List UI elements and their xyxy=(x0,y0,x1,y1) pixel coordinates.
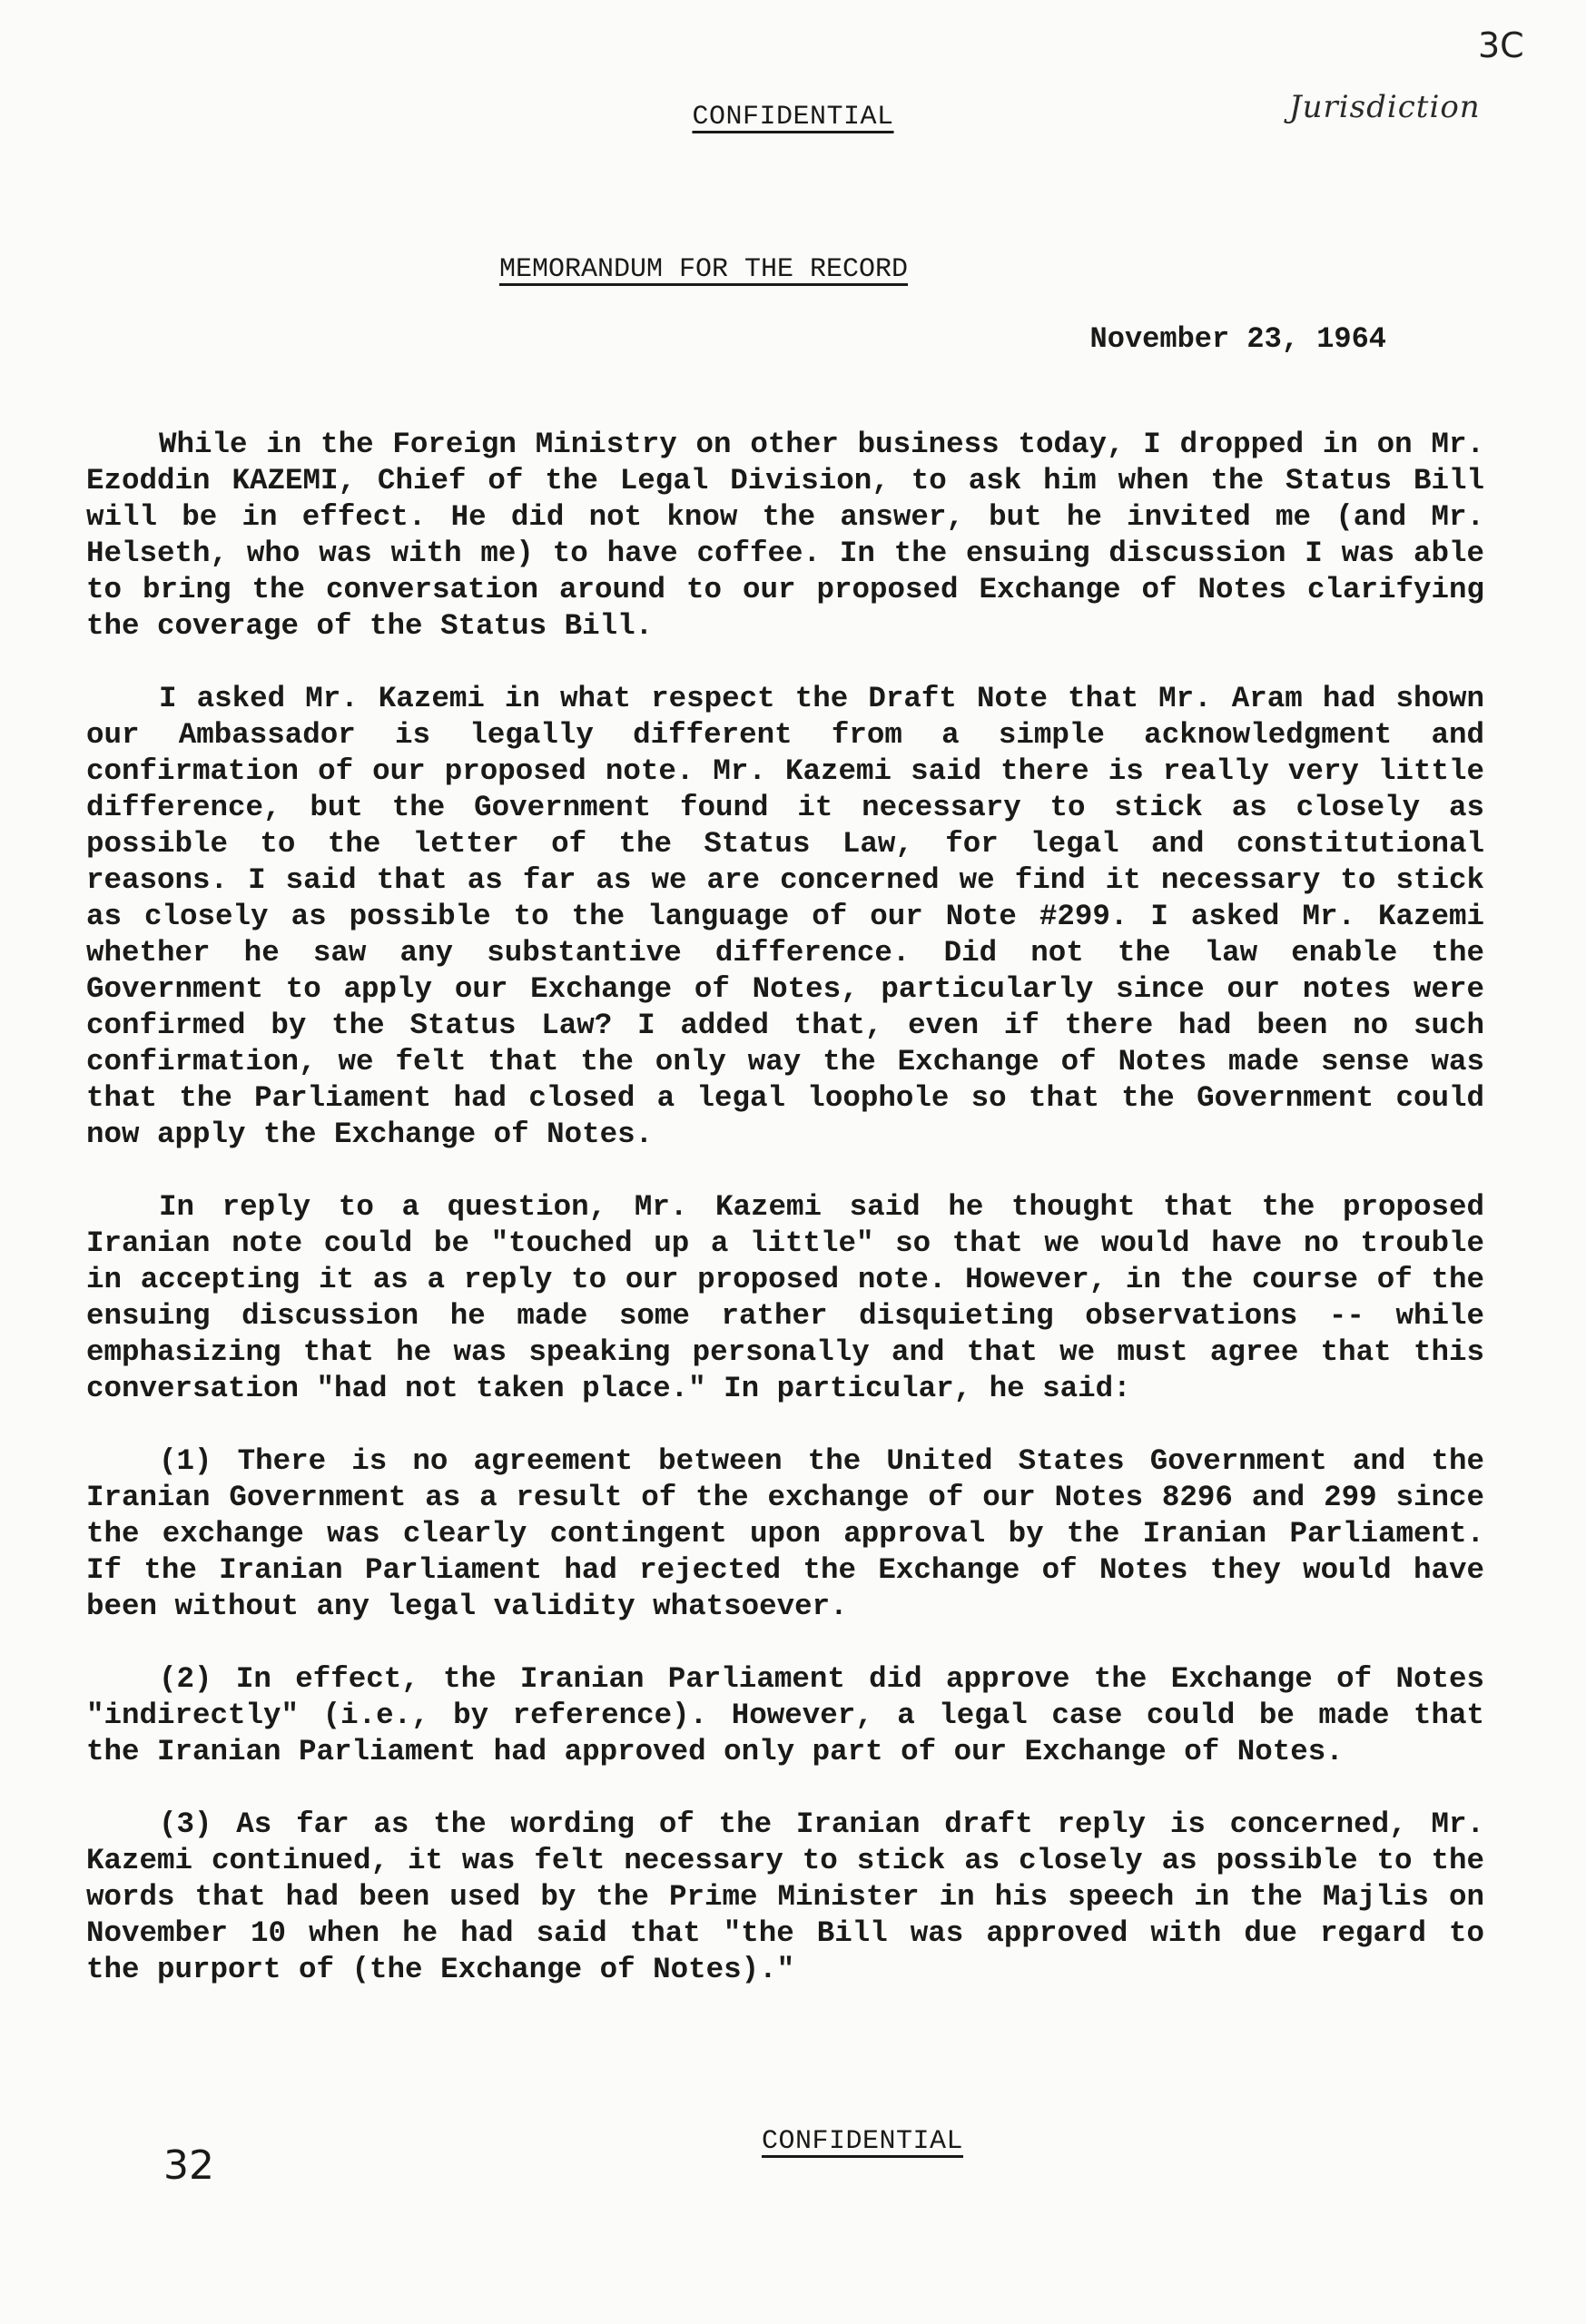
numbered-point: (2) In effect, the Iranian Parliament did approve the Exchange of Notes "indirectly" (i.e., by reference). However, a legal case could be made that the Iranian Parliament had approved only part of our Exchange of Notes. xyxy=(86,1662,1484,1768)
paragraph: In reply to a question, Mr. Kazemi said he thought that the proposed Iranian note could be "touched up a little" so that we would have no trouble in accepting it as a reply to our proposed note. However, in the course of the ensuing discussion he made some rather disquieting observations -- while emphasizing that he was speaking personally and that we must agree that this conversation "had not taken place." In particular, he said: xyxy=(86,1190,1484,1405)
memo-title: MEMORANDUM FOR THE RECORD xyxy=(498,254,909,285)
numbered-point: (1) There is no agreement between the United States Government and the Iranian Government as a result of the exchange of our Notes 8296 and 299 since the exchange was clearly contingent upon approval by the Iranian Parliament. If the Iranian Parliament had rejected the Exchange of Notes they would have been without any legal validity whatsoever. xyxy=(86,1444,1484,1623)
paragraph: I asked Mr. Kazemi in what respect the Draft Note that Mr. Aram had shown our Ambassador is legally different from a simple acknowledgment and confirmation of our proposed note. Mr. Kazemi said there is really very little difference, but the Government found it necessary to stick as closely as possible to the letter of the Status Law, for legal and constitutional reasons. I said that as far as we are concerned we find it necessary to stick as closely as possible to the language of our Note #299. I asked Mr. Kazemi whether he saw any substantive difference. Did not the law enable the Government to apply our Exchange of Notes, particularly since our notes were confirmed by the Status Law? I added that, even if there had been no such confirmation, we felt that the only way the Exchange of Notes made sense was that the Parliament had closed a legal loophole so that the Government could now apply the Exchange of Notes. xyxy=(86,682,1484,1151)
handwritten-note: Jurisdiction xyxy=(1289,89,1481,125)
paragraph: While in the Foreign Ministry on other business today, I dropped in on Mr. Ezoddin KAZEMI, Chief of the Legal Division, to ask him when the Status Bill will be in effect. He did not know the answer, but he invited me (and Mr. Helseth, who was with me) to have coffee. In the ensuing discussion I was able to bring the conversation around to our proposed Exchange of Notes clarifying the coverage of the Status Bill. xyxy=(86,428,1484,643)
page-number: 32 xyxy=(163,2142,214,2189)
classification-bottom: CONFIDENTIAL xyxy=(761,2126,964,2157)
memo-date: November 23, 1964 xyxy=(1089,322,1386,356)
numbered-point: (3) As far as the wording of the Iranian draft reply is concerned, Mr. Kazemi continued, it was felt necessary to stick as closely as possible to the words that had been used by the Prime Minister in his speech in the Majlis on November 10 when he had said that "the Bill was approved with due regard to the purport of (the Exchange of Notes)." xyxy=(86,1807,1484,1986)
corner-mark: 3C xyxy=(1478,25,1524,65)
memo-body xyxy=(86,427,1484,2024)
classification-top: CONFIDENTIAL xyxy=(692,102,894,133)
